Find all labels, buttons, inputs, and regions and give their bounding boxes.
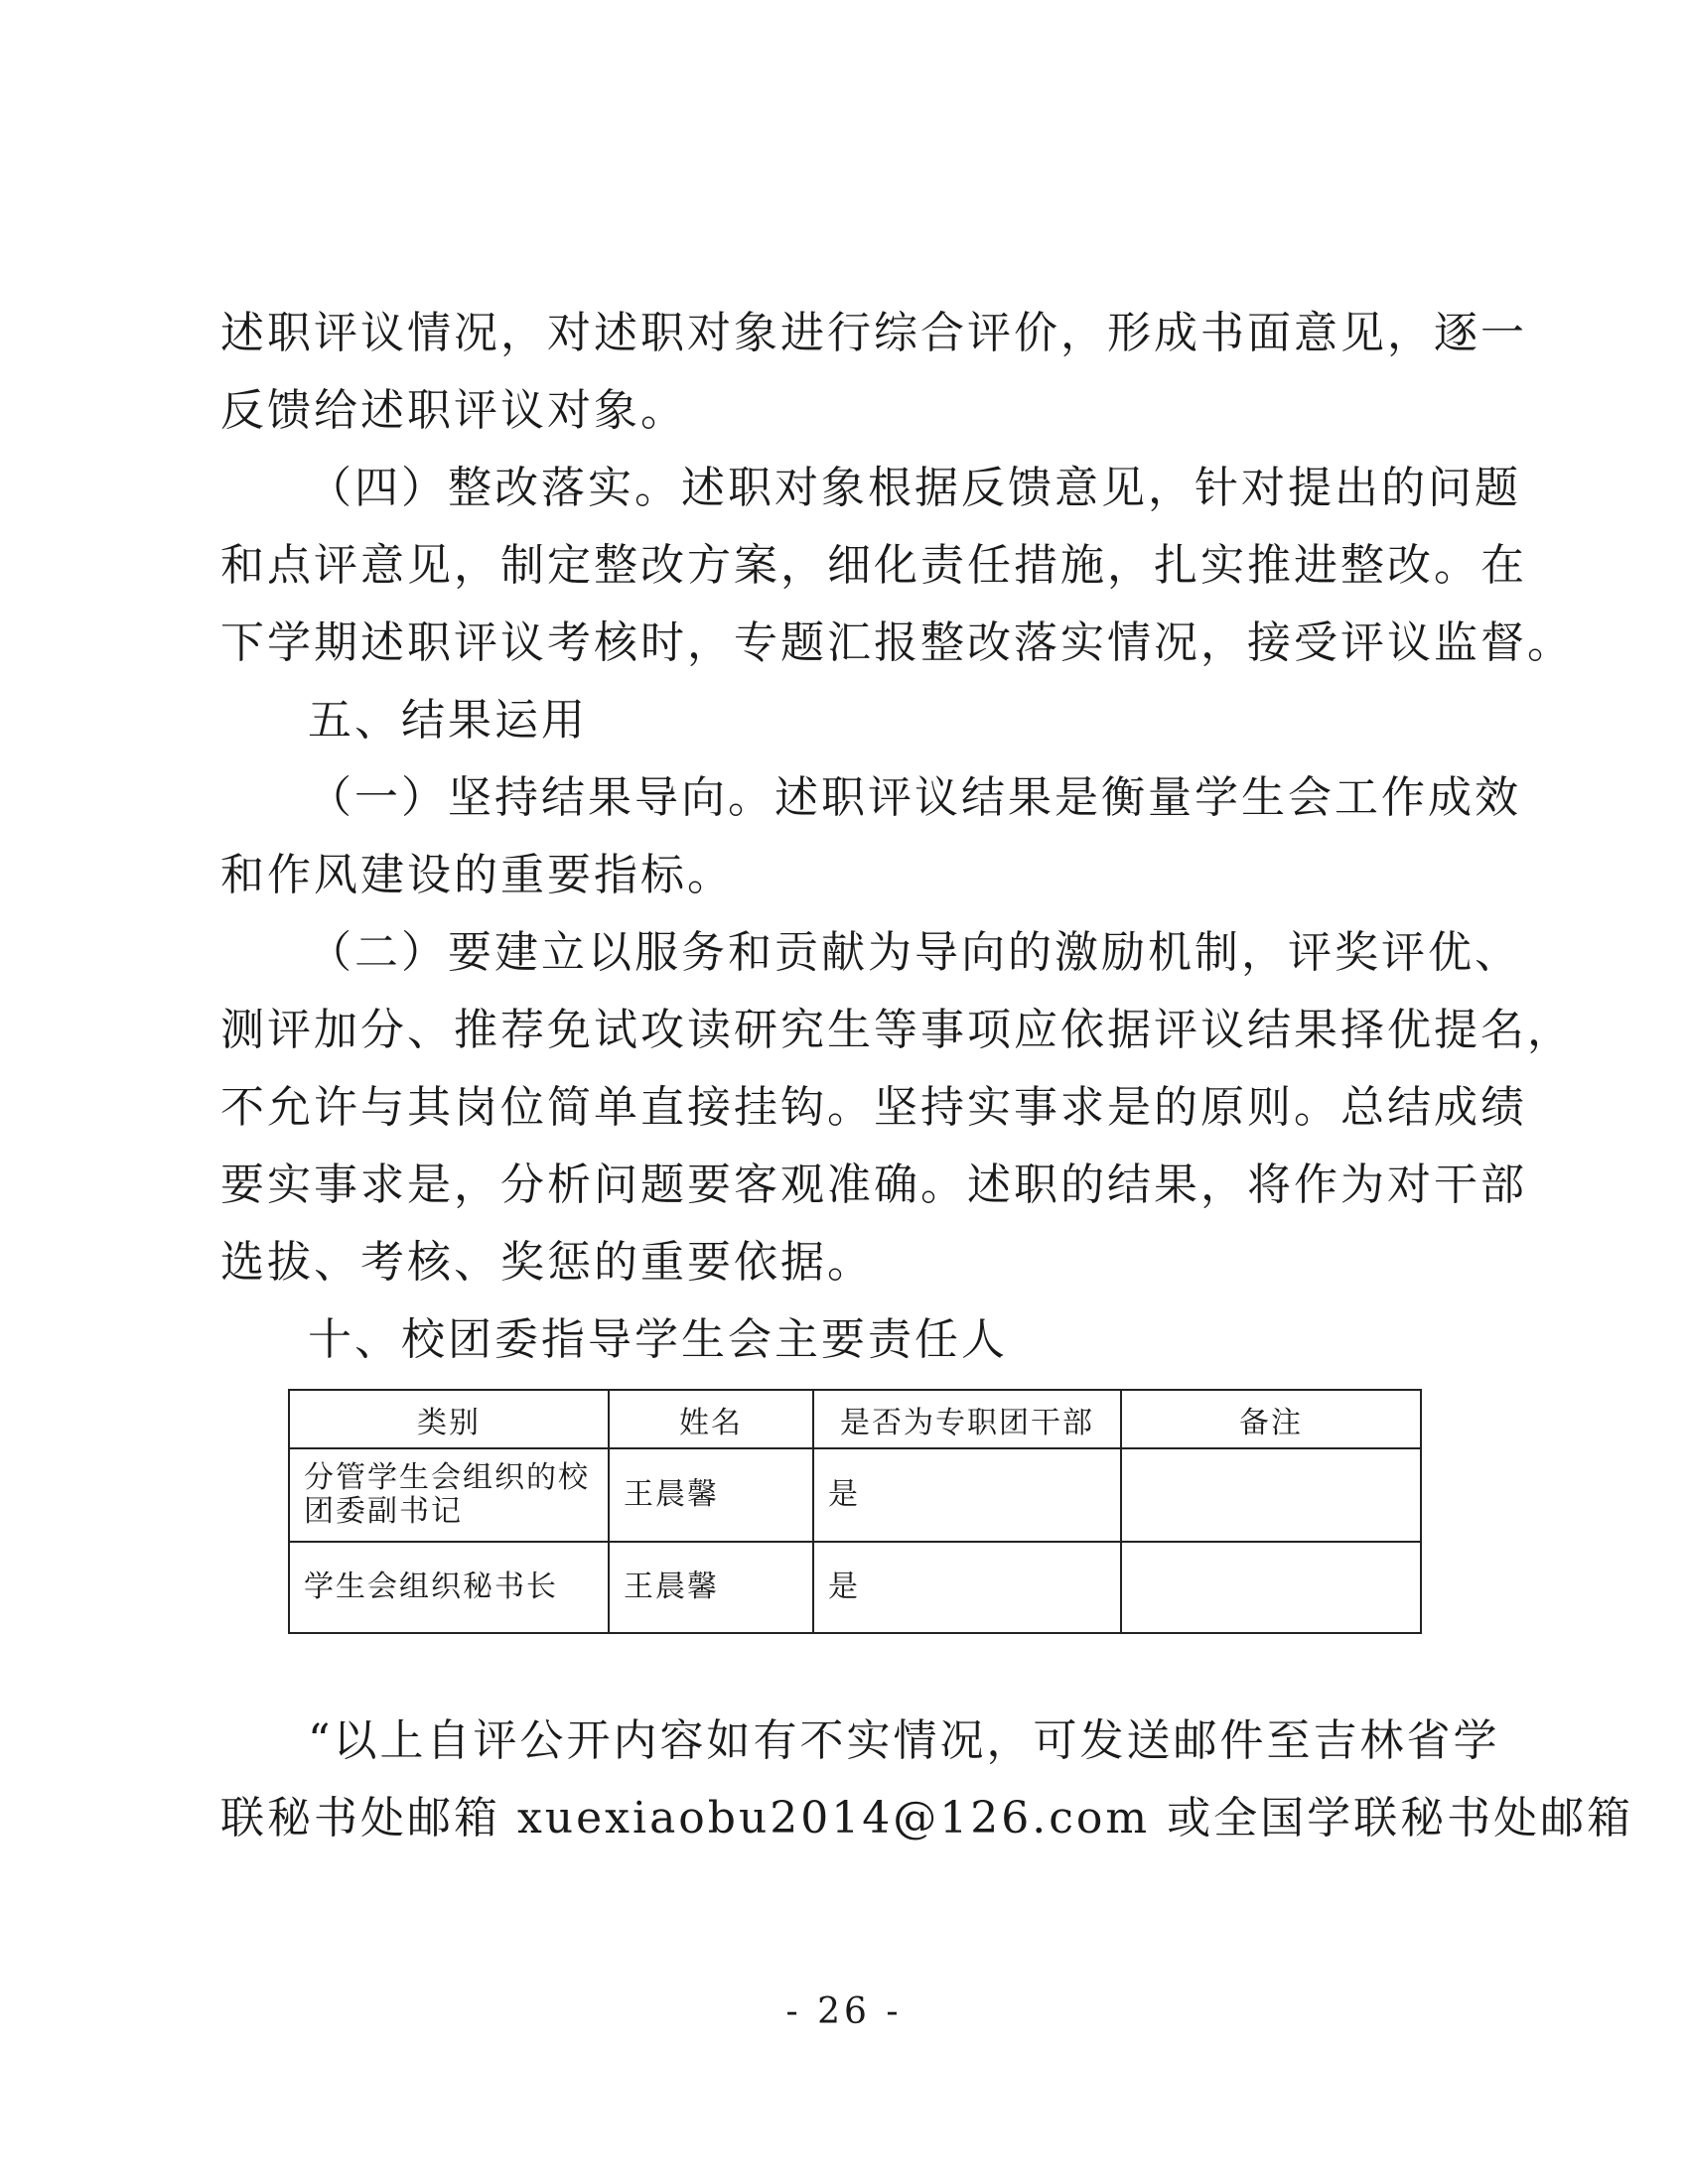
table-cell-category: 学生会组织秘书长 [289, 1542, 609, 1633]
paragraph-line: 下学期述职评议考核时，专题汇报整改落实情况，接受评议监督。 [220, 617, 1574, 668]
paragraph-line: 和点评意见，制定整改方案，细化责任措施，扎实推进整改。在 [220, 540, 1527, 591]
table-cell-remark [1121, 1448, 1421, 1542]
paragraph-line: “以上自评公开内容如有不实情况，可发送邮件至吉林省学 [308, 1715, 1500, 1766]
table-cell-fulltime: 是 [813, 1448, 1121, 1542]
paragraph-line: 不允许与其岗位简单直接挂钩。坚持实事求是的原则。总结成绩 [220, 1082, 1527, 1133]
table-row [289, 1542, 1421, 1633]
responsible-persons-table [288, 1389, 1422, 1634]
paragraph-line: 要实事求是，分析问题要客观准确。述职的结果，将作为对干部 [220, 1160, 1527, 1210]
table-cell-name: 王晨馨 [609, 1542, 813, 1633]
paragraph-line: （四）整改落实。述职对象根据反馈意见，针对提出的问题 [308, 463, 1521, 513]
paragraph-line: （二）要建立以服务和贡献为导向的激励机制，评奖评优、 [308, 927, 1521, 978]
column-header: 备注 [1121, 1390, 1421, 1448]
column-header: 姓名 [609, 1390, 813, 1448]
paragraph-line: 选拔、考核、奖惩的重要依据。 [220, 1237, 874, 1288]
paragraph-line: 述职评议情况，对述职对象进行综合评价，形成书面意见，逐一 [220, 308, 1527, 358]
column-header: 是否为专职团干部 [813, 1390, 1121, 1448]
paragraph-line: 反馈给述职评议对象。 [220, 385, 687, 436]
section-heading: 十、校团委指导学生会主要责任人 [308, 1314, 1008, 1365]
table-header-row [289, 1390, 1421, 1448]
column-header: 类别 [289, 1390, 609, 1448]
table-cell-category: 分管学生会组织的校团委副书记 [289, 1448, 609, 1542]
page-number: - 26 - [785, 1991, 903, 2032]
paragraph-line: 测评加分、推荐免试攻读研究生等事项应依据评议结果择优提名， [220, 1005, 1574, 1055]
table-cell-name: 王晨馨 [609, 1448, 813, 1542]
section-heading: 五、结果运用 [308, 695, 588, 746]
paragraph-line: 联秘书处邮箱 xuexiaobu2014@126.com 或全国学联秘书处邮箱 [220, 1793, 1634, 1843]
table-cell-remark [1121, 1542, 1421, 1633]
table-row [289, 1448, 1421, 1542]
paragraph-line: （一）坚持结果导向。述职评议结果是衡量学生会工作成效 [308, 772, 1521, 823]
table-cell-fulltime: 是 [813, 1542, 1121, 1633]
paragraph-line: 和作风建设的重要指标。 [220, 850, 734, 900]
